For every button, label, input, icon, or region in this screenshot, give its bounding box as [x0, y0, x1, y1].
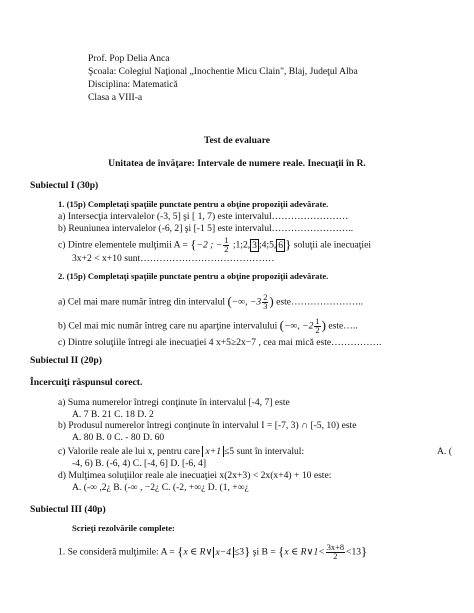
page-title: Test de evaluare [203, 135, 271, 146]
section-3-heading: Subiectul III (40p) [30, 504, 106, 515]
set-a-part2: ;1;2, [230, 239, 251, 251]
brace-close: } [244, 543, 251, 559]
brace-open: { [177, 543, 184, 559]
brace-close: } [361, 543, 368, 559]
s3-q1-mid: şi B = [252, 546, 276, 558]
s1-q2-b [58, 318, 358, 335]
set-a-cond1: x ∈ R∨ [183, 546, 213, 558]
s1-q2-a [58, 294, 363, 311]
s1-q2-heading: 2. (15p) Completaţi spaţiile punctate pentru a obţine propoziţii adevărate. [58, 271, 329, 281]
paren-close: ) [321, 317, 326, 333]
fraction-denominator: 3 [263, 302, 268, 311]
s2-c-question [58, 446, 304, 458]
brace-open: { [278, 543, 285, 559]
s2-c-options: -4, 6) B. (-6, 4) C. [-4, 6] D. [-6, 4] [72, 458, 207, 469]
s1-q1-c-inequality: 3x+2 < x+10 sunt…………………………………… [72, 253, 275, 264]
interval-fraction [314, 318, 320, 335]
s2-c-prefix: c) Valorile reale ale lui x, pentru care [58, 446, 201, 457]
set-b-cond2: <13 [346, 546, 362, 558]
s1-q2-b-suffix: este….. [328, 320, 358, 332]
s1-q1-c [58, 237, 371, 254]
s2-d-question: d) Mulţimea soluţiilor reale ale inecuaţiei x(2x+3) < 2x(x+4) + 10 este: [58, 470, 332, 481]
s1-q1-b: b) Reuniunea intervalelor (-6, 2] şi [-1 5] este intervalul…………………….. [58, 223, 354, 234]
brace-close: } [285, 236, 292, 252]
s1-q1-heading: 1. (15p) Completaţi spaţiile punctate pentru a obţine propoziţii adevărate. [58, 199, 329, 209]
s1-q2-c: c) Dintre soluţiile întregi ale inecuaţiei 4 x+5≥2x−7 , cea mai mică este……………. [58, 337, 382, 348]
fraction-denominator: 2 [315, 326, 320, 335]
s1-q2-b-prefix: b) Cel mai mic număr întreg care nu aparţine intervalului [58, 320, 278, 332]
set-a-abs: x−4 [213, 547, 235, 558]
fraction-denominator: 2 [333, 552, 338, 561]
s2-c-suffix: ≤5 sunt în intervalul: [224, 446, 305, 457]
s2-a-question: a) Suma numerelor întregi conţinute în intervalul [-4, 7] este [58, 397, 290, 408]
set-b-cond1: x ∈ R∨1< [284, 546, 325, 558]
s2-b-options: A. 80 B. 0 C. - 80 D. 60 [72, 432, 165, 443]
fraction-numerator: 2 [263, 293, 268, 302]
discipline: Disciplina: Matematică [88, 79, 178, 90]
set-a-fraction [223, 237, 229, 254]
paren-open: ( [227, 293, 232, 309]
fraction-numerator: 1 [315, 317, 320, 326]
interval-part: −∞, −3 [231, 296, 262, 308]
fraction-numerator: 3x+8 [326, 543, 345, 552]
s2-c-tail: A. ( [437, 446, 452, 457]
fraction-numerator: 1 [224, 236, 229, 245]
paren-close: ) [269, 293, 274, 309]
page-subtitle: Unitatea de învăţare: Intervale de numere reale. Inecuaţii în R. [108, 158, 366, 169]
s3-q1-prefix: 1. Se consideră mulţimile: A = [58, 546, 175, 558]
paren-open: ( [279, 317, 284, 333]
s3-q1 [58, 544, 367, 561]
set-b-fraction [326, 544, 345, 561]
interval-fraction [262, 294, 268, 311]
s2-d-options: A. (-∞ ,2¿ B. (-∞ , −2¿ C. (-2, +∞¿ D. (1, +∞¿ [72, 482, 249, 493]
section-1-heading: Subiectul I (30p) [30, 180, 99, 191]
section-3-instruction: Scrieţi rezolvările complete: [72, 523, 175, 533]
school-name: Şcoala: Colegiul Naţional „Inochentie Micu Clain", Blaj, Judeţul Alba [88, 66, 358, 77]
s2-b-question: b) Produsul numerelor întregi conţinute în intervalul I = [-7, 3) ∩ [-5, 10) este [58, 420, 357, 431]
s1-q2-a-prefix: a) Cel mai mare număr întreg din intervalul [58, 296, 226, 308]
set-a-cond2: ≤3 [234, 546, 245, 558]
s1-q2-a-suffix: este………………….. [276, 296, 363, 308]
s1-q1-a: a) Intersecţia intervalelor (-3, 5] şi [ 1, 7) este intervalul…………………… [58, 211, 349, 222]
set-a-boxed-6: 6 [278, 239, 284, 251]
set-a-boxed-3: 3 [252, 239, 257, 251]
s2-a-options: A. 7 B. 21 C. 18 D. 2 [72, 409, 154, 420]
fraction-denominator: 2 [224, 245, 229, 254]
grade: Clasa a VIII-a [88, 92, 143, 103]
brace-open: { [190, 236, 197, 252]
s1-q1-c-suffix: soluţii ale inecuaţiei [293, 239, 372, 251]
set-a-part1: −2 ; − [196, 239, 223, 251]
teacher-name: Prof. Pop Delia Anca [88, 53, 170, 64]
s1-q1-c-prefix: c) Dintre elementele mulţimii A = [58, 239, 188, 251]
section-2-heading: Subiectul II (20p) [30, 355, 102, 366]
set-a-part3: ;4;5, [258, 239, 277, 251]
section-2-instruction: Încercuiţi răspunsul corect. [30, 377, 143, 388]
interval-part: −∞, −2 [284, 320, 314, 332]
absolute-value: x+1 [202, 446, 224, 457]
